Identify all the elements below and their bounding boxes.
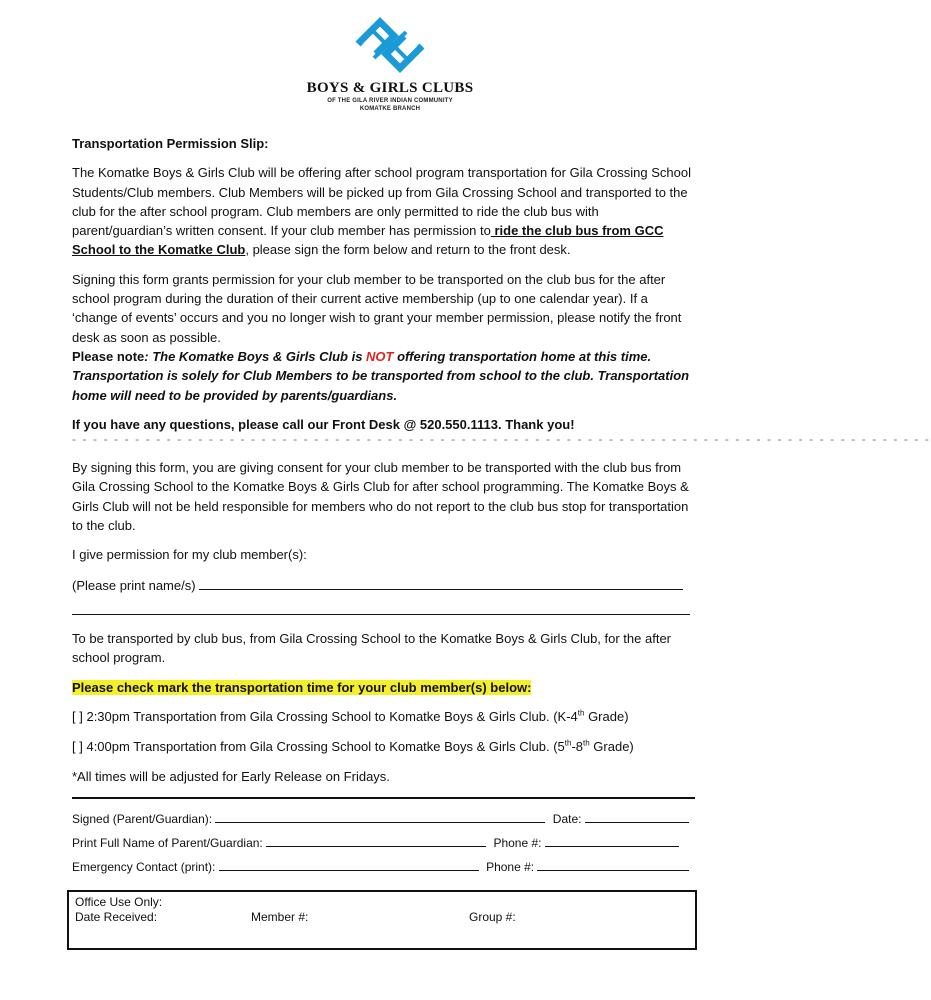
print-full-name-input[interactable] bbox=[266, 832, 486, 847]
option-230pm-text: 2:30pm Transportation from Gila Crossing School to Komatke Boys & Girls Club. (K-4 bbox=[86, 708, 578, 724]
intro-emphasis: ride the club bus from GCC School to the Komatke Club bbox=[72, 223, 664, 258]
signed-input[interactable] bbox=[215, 808, 545, 823]
intro-tail: , please sign the form below and return to the front desk. bbox=[245, 242, 571, 258]
intro-text: The Komatke Boys & Girls Club will be offering after school program transportation for Gila Crossing School Students/Club members. Club Members will be picked up from Gila Crossing School and transported to the club for the after school program. Club members are only permitted to ride the club bus with parent/guardian’s written consent. If your club member has permission to bbox=[72, 165, 691, 239]
logo-subtitle-branch: KOMATKE BRANCH bbox=[359, 106, 421, 112]
boys-girls-clubs-logo-icon bbox=[350, 14, 430, 76]
emergency-contact-label: Emergency Contact (print): bbox=[72, 860, 216, 874]
early-release-note: *All times will be adjusted for Early Release on Fridays. bbox=[72, 769, 390, 785]
print-name-row bbox=[72, 575, 697, 595]
emergency-contact-row bbox=[72, 855, 695, 879]
signed-label: Signed (Parent/Guardian): bbox=[72, 812, 213, 826]
cut-line-divider: - - - - - - - - - - - - - - - - - - - - - - - - - - - - - - - - - - - - - - - - - - - - - - - - - - - - - - - - - - - - - - - - - - - - - - - - - - - - - - - - - - bbox=[72, 432, 931, 447]
note-label: Please note bbox=[72, 348, 145, 364]
office-use-fields bbox=[75, 910, 689, 925]
phone-input[interactable] bbox=[545, 832, 679, 847]
phone2-label: Phone #: bbox=[486, 860, 535, 874]
print-full-name-label: Print Full Name of Parent/Guardian: bbox=[72, 836, 263, 850]
option-400pm-sup: th bbox=[564, 738, 572, 748]
phone-label: Phone #: bbox=[493, 836, 542, 850]
questions-line: If you have any questions, please call our Front Desk @ 520.550.1113. Thank you! bbox=[72, 416, 575, 432]
member-number-label: Member #: bbox=[251, 910, 309, 924]
print-full-name-row bbox=[72, 831, 695, 855]
note-part1: : The Komatke Boys & Girls Club is bbox=[144, 348, 367, 364]
option-400pm-end: Grade) bbox=[589, 739, 634, 755]
emergency-contact-input[interactable] bbox=[219, 856, 479, 871]
phone2-input[interactable] bbox=[537, 856, 689, 871]
print-name-input-2[interactable] bbox=[72, 613, 690, 615]
logo-name: BOYS & GIRLS CLUBS bbox=[306, 80, 474, 96]
form-title: Transportation Permission Slip: bbox=[72, 136, 269, 151]
option-400pm-checkbox[interactable]: [ ] bbox=[72, 739, 83, 755]
consent-paragraph: By signing this form, you are giving consent for your club member to be transported with the club bus from Gila Crossing School to the Komatke Boys & Girls Club for after school programming. The Komatke Boys & Girls Club will not be held responsible for members who do not report to the club bus stop for transportation to the club. bbox=[72, 460, 689, 534]
group-number-label: Group #: bbox=[469, 910, 516, 924]
option-400pm-mid: -8 bbox=[571, 739, 584, 755]
office-use-title: Office Use Only: bbox=[75, 895, 163, 909]
date-label: Date: bbox=[552, 812, 582, 826]
office-use-box bbox=[67, 890, 697, 950]
grant-paragraph: Signing this form grants permission for your club member to be transported on the club bus for the after school program during the duration of their current active membership (up to one calendar year). If a ‘change of events’ occurs and you no longer wish to grant your member permission, please notify the front desk as soon as possible. bbox=[72, 271, 682, 345]
print-name-input[interactable] bbox=[199, 575, 683, 590]
transported-paragraph: To be transported by club bus, from Gila Crossing School to the Komatke Boys & Girls Club, for the after school program. bbox=[72, 630, 671, 666]
permission-line: I give permission for my club member(s): bbox=[72, 547, 307, 563]
note-part2: offering transportation home at this time. Transportation is solely for Club Members to be transported from school to the club. Transportation home will need to be provided by parents/guardians. bbox=[72, 348, 690, 403]
option-230pm-sup: th bbox=[577, 708, 585, 718]
note-paragraph bbox=[72, 347, 697, 405]
option-400pm bbox=[72, 737, 697, 756]
note-not: NOT bbox=[366, 348, 394, 364]
date-input[interactable] bbox=[585, 808, 689, 823]
option-230pm-end: Grade) bbox=[584, 708, 629, 724]
option-400pm-sup2: th bbox=[583, 738, 590, 748]
option-230pm-checkbox[interactable]: [ ] bbox=[72, 708, 83, 724]
option-400pm-text: 4:00pm Transportation from Gila Crossing School to Komatke Boys & Girls Club. (5 bbox=[86, 739, 565, 755]
date-received-label: Date Received: bbox=[75, 910, 158, 924]
checkmark-heading: Please check mark the transportation time for your club member(s) below: bbox=[72, 679, 532, 695]
intro-paragraph bbox=[72, 163, 697, 259]
checkmark-heading-row bbox=[72, 678, 697, 697]
option-230pm bbox=[72, 707, 697, 726]
signed-row bbox=[72, 807, 695, 831]
logo-subtitle-community: OF THE GILA RIVER INDIAN COMMUNITY bbox=[327, 98, 453, 104]
club-logo bbox=[300, 14, 480, 124]
form-content bbox=[72, 134, 931, 787]
signature-block bbox=[72, 797, 695, 879]
print-name-label: (Please print name/s) bbox=[72, 577, 196, 593]
